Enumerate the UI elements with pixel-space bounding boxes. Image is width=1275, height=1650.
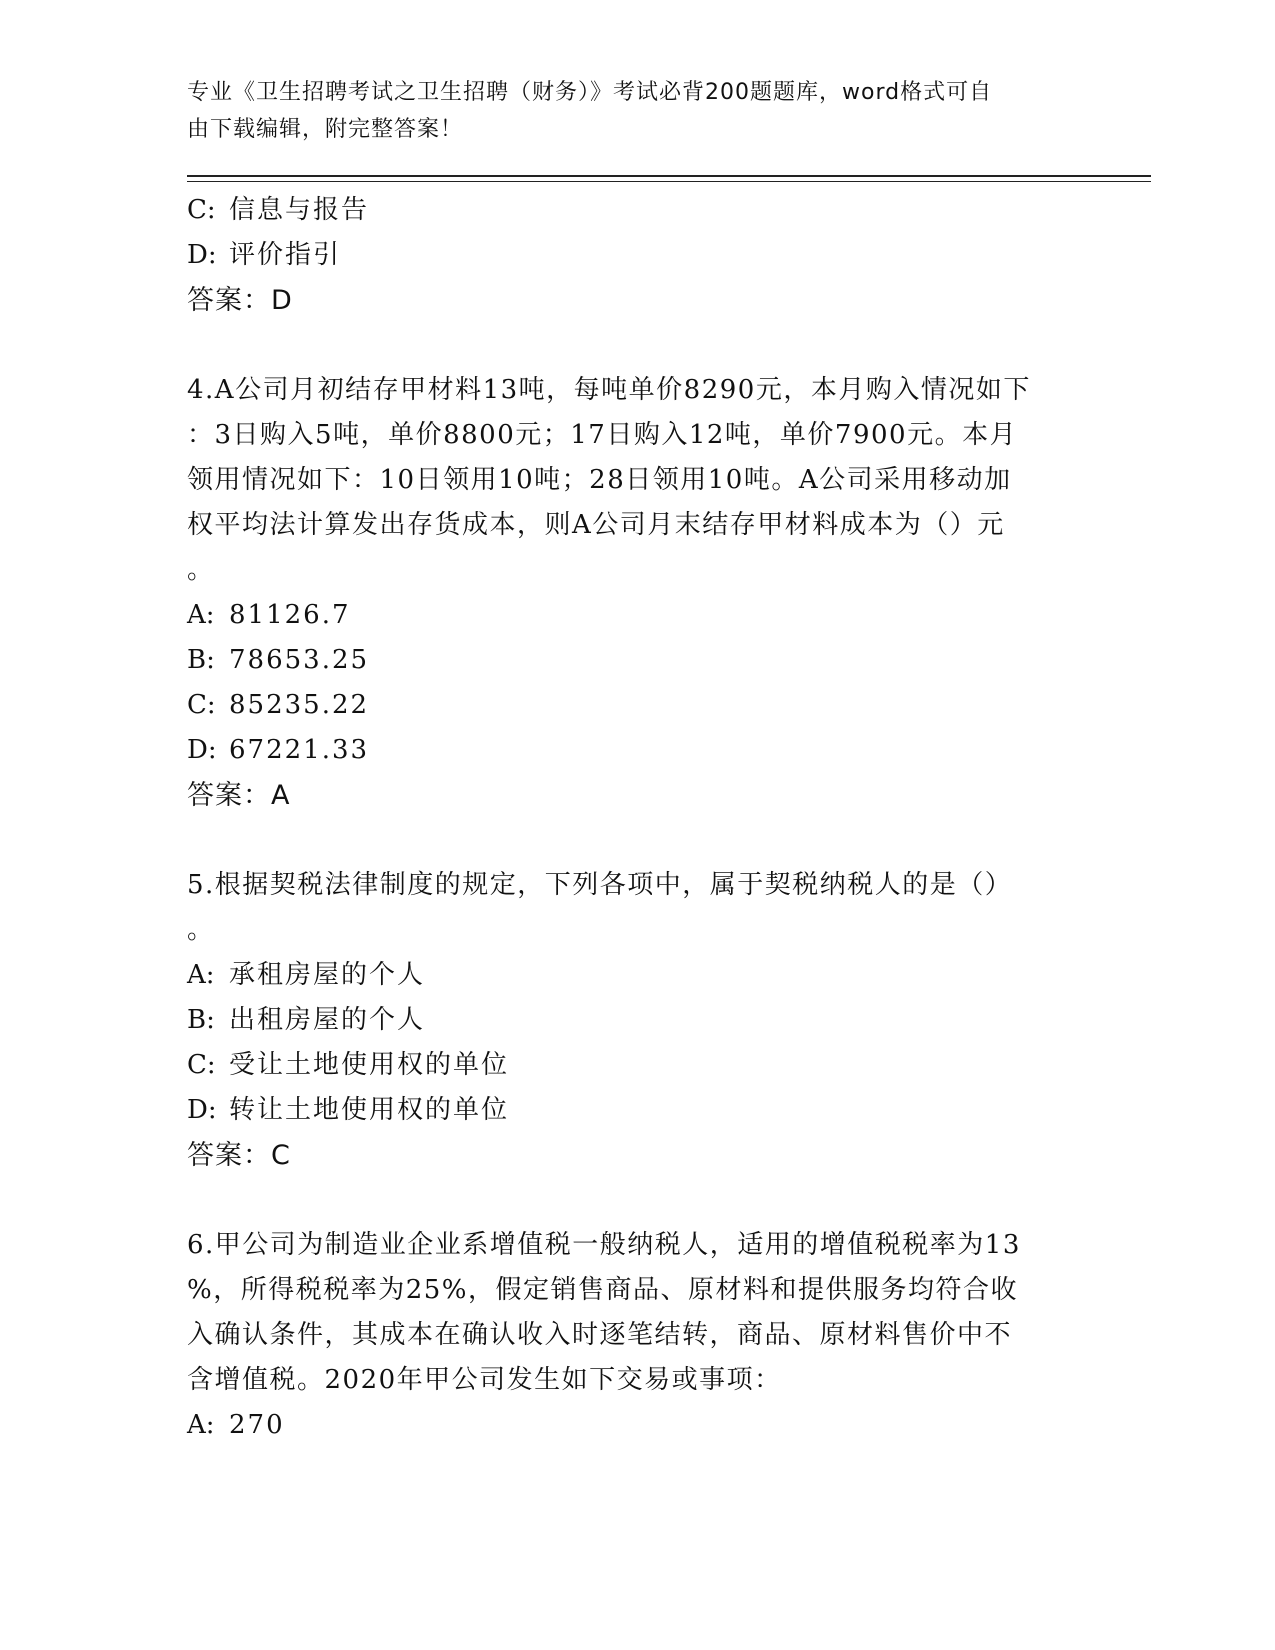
- question-text-line: 6.甲公司为制造业企业系增值税一般纳税人，适用的增值税税率为13: [187, 1230, 1021, 1260]
- option-d: D: 评价指引: [187, 240, 342, 270]
- question-4: [187, 368, 1087, 818]
- header-divider-thin: [187, 181, 1151, 182]
- question-text-line: ：3日购入5吨，单价8800元；17日购入12吨，单价7900元。本月: [187, 420, 1018, 450]
- option-a: A: 270: [187, 1410, 285, 1440]
- question-text-line: 4.A公司月初结存甲材料13吨，每吨单价8290元，本月购入情况如下: [187, 375, 1031, 405]
- spacer: [187, 1178, 1087, 1223]
- question-text-line: 。: [187, 555, 215, 585]
- option-c: C: 信息与报告: [187, 195, 370, 225]
- option-b: B: 出租房屋的个人: [187, 1005, 426, 1035]
- spacer: [187, 818, 1087, 863]
- option-d: D: 67221.33: [187, 735, 370, 765]
- document-header: [187, 74, 1067, 148]
- question-5: [187, 863, 1087, 1178]
- header-line-1: 专业《卫生招聘考试之卫生招聘（财务）》考试必背200题题库，word格式可自: [187, 80, 993, 105]
- option-a: A: 承租房屋的个人: [187, 960, 426, 990]
- question-text-line: 权平均法计算发出存货成本，则A公司月末结存甲材料成本为（）元: [187, 510, 1005, 540]
- question-text-line: %，所得税税率为25%，假定销售商品、原材料和提供服务均符合收: [187, 1275, 1018, 1305]
- question-3-tail: [187, 188, 1087, 323]
- question-text-line: 入确认条件，其成本在确认收入时逐笔结转，商品、原材料售价中不: [187, 1320, 1013, 1350]
- header-line-2: 由下载编辑，附完整答案！: [187, 117, 464, 142]
- question-6: [187, 1223, 1087, 1448]
- option-a: A: 81126.7: [187, 600, 351, 630]
- question-text-line: 含增值税。2020年甲公司发生如下交易或事项：: [187, 1365, 782, 1395]
- option-b: B: 78653.25: [187, 645, 370, 675]
- option-d: D: 转让土地使用权的单位: [187, 1095, 510, 1125]
- question-text-line: 领用情况如下：10日领用10吨；28日领用10吨。A公司采用移动加: [187, 465, 1012, 495]
- question-text-line: 。: [187, 915, 215, 945]
- header-divider-thick: [187, 175, 1151, 177]
- spacer: [187, 323, 1087, 368]
- answer-line: 答案：C: [187, 1140, 291, 1171]
- answer-line: 答案：D: [187, 285, 293, 316]
- option-c: C: 85235.22: [187, 690, 370, 720]
- question-content: [187, 188, 1087, 1448]
- option-c: C: 受让土地使用权的单位: [187, 1050, 510, 1080]
- question-text-line: 5.根据契税法律制度的规定，下列各项中，属于契税纳税人的是（）: [187, 870, 1013, 900]
- answer-line: 答案：A: [187, 780, 291, 811]
